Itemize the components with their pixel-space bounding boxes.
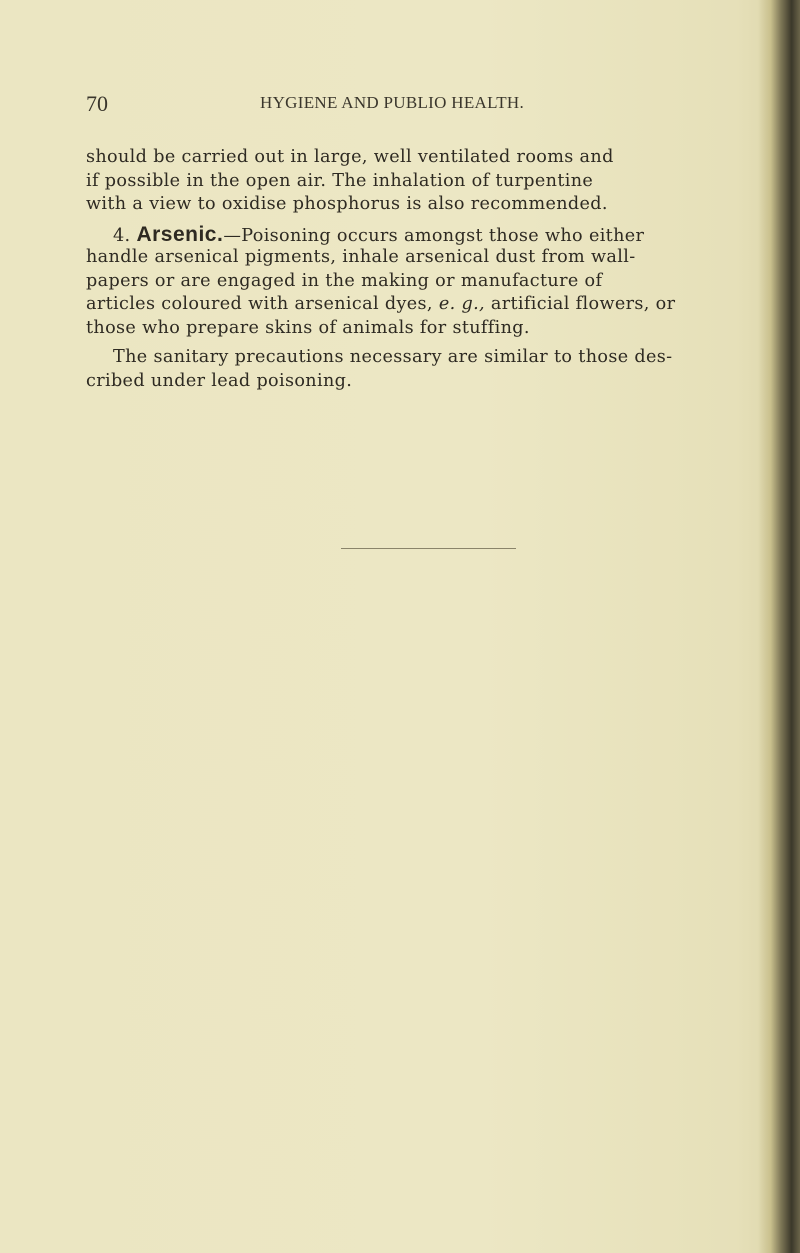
text-line: should be carried out in large, well ventilated rooms and — [86, 147, 614, 167]
text-span: articles coloured with arsenical dyes, — [86, 294, 439, 314]
text-line: those who prepare skins of animals for stuffing. — [86, 317, 530, 338]
text-line: with a view to oxidise phosphorus is also recommended. — [86, 194, 608, 214]
paragraph-3 — [86, 346, 766, 393]
text-line: handle arsenical pigments, inhale arsenical dust from wall- — [86, 247, 636, 267]
section-number: 4. — [113, 225, 131, 246]
text-line: if possible in the open air. The inhalation of turpentine — [86, 170, 594, 191]
running-title: HYGIENE AND PUBLIO HEALTH. — [260, 93, 525, 112]
paragraph-1 — [86, 146, 766, 217]
paragraph-arsenic — [86, 223, 766, 341]
text-line: cribed under lead poisoning. — [86, 370, 353, 391]
section-heading-arsenic: Arsenic. — [136, 222, 224, 246]
text-line: papers or are engaged in the making or manufacture of — [86, 270, 603, 291]
running-header — [86, 91, 686, 117]
text-line: The sanitary precautions necessary are similar to those des- — [113, 347, 673, 367]
text-span: —Poisoning occurs amongst those who either — [223, 225, 645, 246]
text-line — [86, 293, 766, 317]
text-span: artificial flowers, or — [484, 294, 676, 314]
italic-abbreviation: e. g., — [438, 294, 485, 314]
body-text — [86, 146, 766, 393]
page-number: 70 — [86, 91, 108, 116]
text-line — [86, 223, 766, 247]
section-end-rule — [341, 548, 516, 549]
